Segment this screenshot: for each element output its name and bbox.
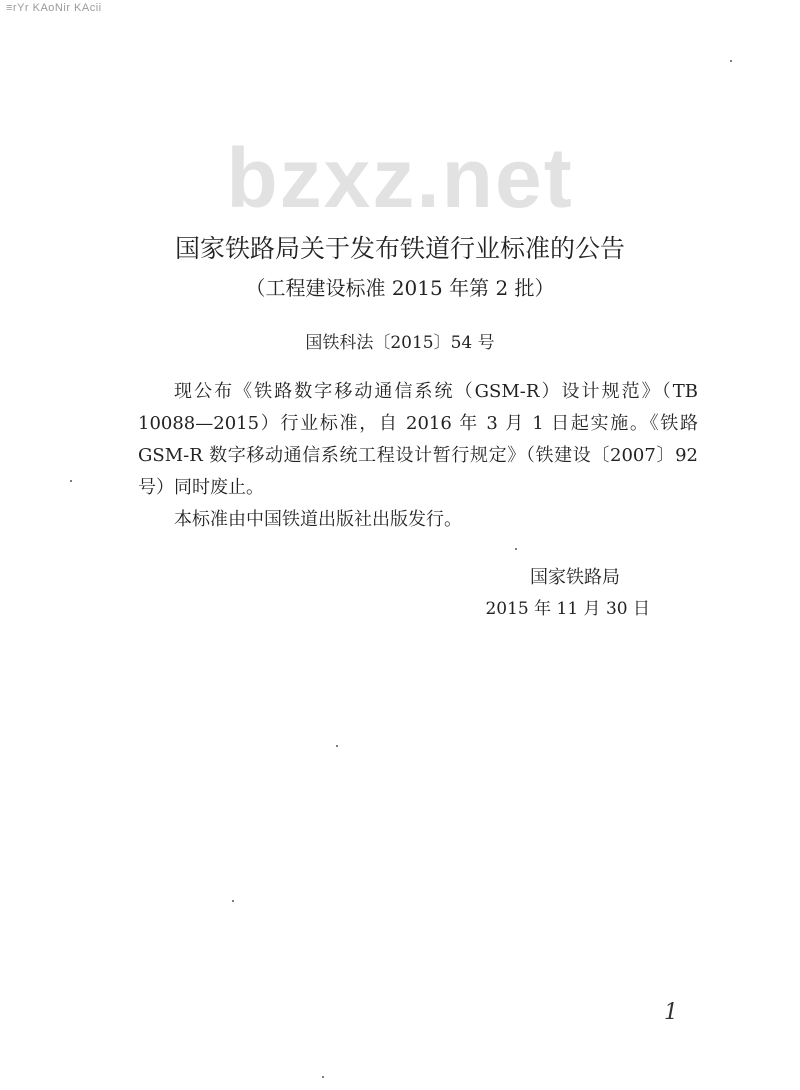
header-mark: ≡rYr KAoNir KAcii — [6, 2, 102, 14]
page-number: 1 — [664, 1000, 678, 1025]
announcement-subtitle: （工程建设标准 2015 年第 2 批） — [245, 276, 555, 300]
watermark: bzxz.net — [226, 131, 574, 225]
scan-speck — [232, 900, 234, 902]
scan-speck — [70, 480, 72, 482]
scan-speck — [336, 745, 338, 747]
announcement-title: 国家铁路局关于发布铁道行业标准的公告 — [174, 234, 625, 263]
issue-date: 2015 年 11 月 30 日 — [485, 599, 650, 619]
body-paragraph: 现公布《铁路数字移动通信系统（GSM-R）设计规范》（TB 10088—2015）行业标准，自 2016 年 3 月 1 日起实施。《铁路 GSM-R 数字移动通信系统工程设计暂行规定》（铁建设〔2007〕92 号）同时废止。 — [138, 381, 698, 498]
scan-speck — [730, 60, 732, 62]
issuer-name: 国家铁路局 — [530, 567, 620, 588]
body-paragraph: 本标准由中国铁道出版社出版发行。 — [174, 509, 462, 530]
announcement-body — [138, 376, 698, 536]
document-number: 国铁科法〔2015〕54 号 — [305, 333, 495, 353]
scan-speck — [322, 1076, 324, 1078]
scan-speck — [515, 548, 517, 550]
